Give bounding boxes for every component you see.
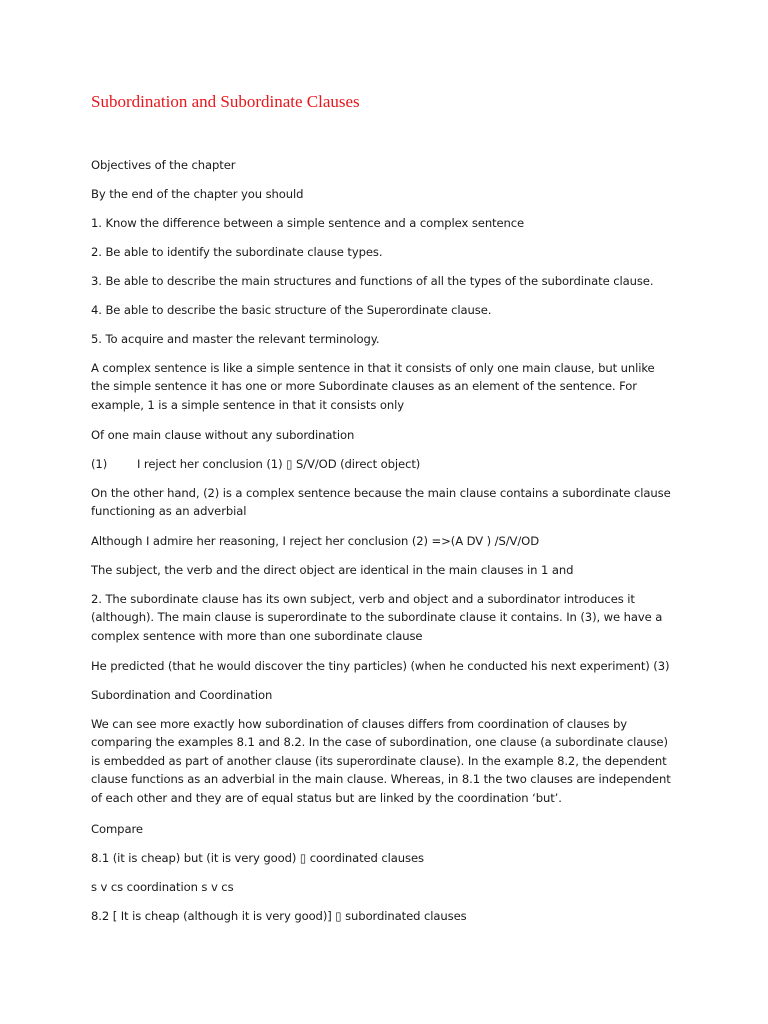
example-8-1: 8.1 (it is cheap) but (it is very good) ▯ coordinated clauses (91, 851, 424, 865)
objectives-heading: Objectives of the chapter (91, 158, 236, 172)
document-title: Subordination and Subordinate Clauses (91, 92, 360, 111)
example-3: He predicted (that he would discover the tiny particles) (when he conducted his next experiment) (3) (91, 659, 670, 673)
objective-4: 4. Be able to describe the basic structure of the Superordinate clause. (91, 303, 492, 317)
coordination-paragraph: We can see more exactly how subordination of clauses differs from coordination of clauses by comparing the examples 8.1 and 8.2. In the case of subordination, one clause (a subordinate clause) is embedded as part of another clause (its superordinate clause). In the example 8.2, the dependent clause functions as an adverbial in the main clause. Whereas, in 8.1 the two clauses are independent of each other and they are of equal status but are linked by the coordination ‘but’. (91, 717, 671, 805)
example-8-2: 8.2 [ It is cheap (although it is very good)] ▯ subordinated clauses (91, 909, 467, 923)
objective-5: 5. To acquire and master the relevant terminology. (91, 332, 380, 346)
objective-3: 3. Be able to describe the main structures and functions of all the types of the subordinate clause. (91, 274, 654, 288)
compare-label: Compare (91, 822, 143, 836)
example-1-number: (1) (91, 457, 108, 471)
example-1 (91, 455, 671, 473)
objective-1: 1. Know the difference between a simple sentence and a complex sentence (91, 216, 525, 230)
example-8-1-analysis: s v cs coordination s v cs (91, 880, 234, 894)
main-clause-note: Of one main clause without any subordination (91, 428, 355, 442)
complex-sentence-paragraph: A complex sentence is like a simple sentence in that it consists of only one main clause, but unlike the simple sentence it has one or more Subordinate clauses as an element of the sentence. For example, 1 is a simple sentence in that it consists only (91, 361, 655, 412)
complex-sentence-example-intro: On the other hand, (2) is a complex sentence because the main clause contains a subordinate clause functioning as an adverbial (91, 486, 671, 519)
example-1-text: I reject her conclusion (1) ▯ S/V/OD (direct object) (137, 457, 421, 471)
objectives-intro: By the end of the chapter you should (91, 187, 304, 201)
objective-2: 2. Be able to identify the subordinate clause types. (91, 245, 383, 259)
example-2: Although I admire her reasoning, I reject her conclusion (2) =>(A DV ) /S/V/OD (91, 534, 540, 548)
section-heading-coordination: Subordination and Coordination (91, 688, 273, 702)
identical-elements-note: The subject, the verb and the direct object are identical in the main clauses in 1 and (91, 563, 574, 577)
subordinate-clause-paragraph: 2. The subordinate clause has its own subject, verb and object and a subordinator introduces it (although). The main clause is superordinate to the subordinate clause it contains. In (3), we have a complex sentence with more than one subordinate clause (91, 592, 663, 643)
